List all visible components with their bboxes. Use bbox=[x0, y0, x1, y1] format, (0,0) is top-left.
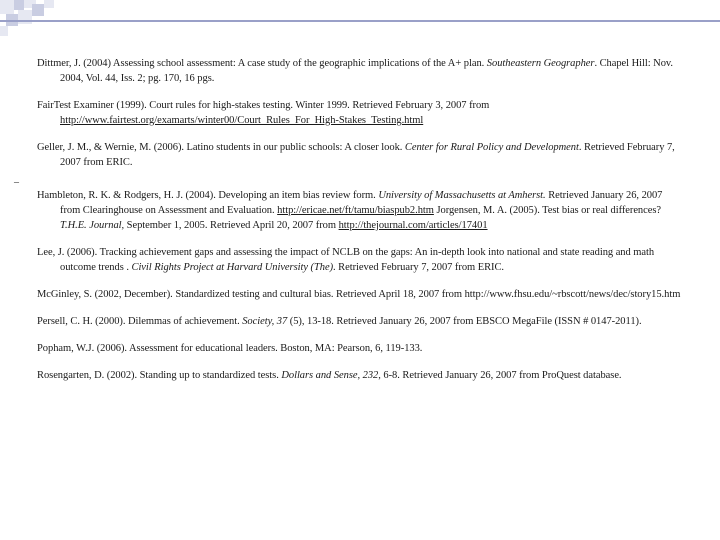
reference-text: September 1, 2005. Retrieved April 20, 2007 from bbox=[124, 220, 336, 231]
reference-text: . Retrieved February 7, 2007 from ERIC. bbox=[333, 262, 505, 273]
reference-rosengarten bbox=[37, 368, 685, 383]
reference-mcginley bbox=[37, 287, 685, 302]
reference-persell bbox=[37, 314, 685, 329]
reference-text: Hambleton, R. K. & Rodgers, H. J. (2004). Developing an item bias review form. bbox=[37, 190, 376, 201]
reference-source: Civil Rights Project at Harvard University (The) bbox=[131, 262, 334, 273]
reference-link[interactable]: http://ericae.net/ft/tamu/biaspub2.htm bbox=[277, 205, 434, 216]
reference-geller bbox=[37, 140, 685, 170]
reference-text: Dittmer, J. (2004) Assessing school assessment: A case study of the geographic implications of the A+ plan. bbox=[37, 58, 485, 69]
reference-text: McGinley, S. (2002, December). Standardized testing and cultural bias. Retrieved April 18, 2007 from http://www.fhsu.edu/~rbscott/news/dec/story15.htm bbox=[37, 289, 681, 300]
dash-marker: – bbox=[14, 177, 19, 188]
reference-popham bbox=[37, 341, 685, 356]
reference-source: Society, 37 bbox=[242, 316, 288, 327]
reference-text: , 6-8. Retrieved January 26, 2007 from ProQuest database. bbox=[378, 370, 622, 381]
reference-text: Popham, W.J. (2006). Assessment for educational leaders. Boston, MA: Pearson, 6, 119-133. bbox=[37, 343, 423, 354]
reference-text: Geller, J. M., & Wernie, M. (2006). Latino students in our public schools: A closer look. bbox=[37, 142, 403, 153]
reference-text: FairTest Examiner (1999). Court rules for high-stakes testing. Winter 1999. Retrieved February 3, 2007 from bbox=[37, 100, 490, 111]
corner-decoration bbox=[0, 0, 60, 40]
reference-source: University of Massachusetts at Amherst. bbox=[378, 190, 546, 201]
reference-source: Dollars and Sense, 232 bbox=[281, 370, 379, 381]
reference-text: . Retrieved February 7, 2007 from ERIC. bbox=[60, 142, 675, 168]
reference-dittmer bbox=[37, 56, 685, 86]
reference-link[interactable]: http://www.fairtest.org/examarts/winter00/Court_Rules_For_High-Stakes_Testing.html bbox=[60, 115, 424, 126]
reference-fairtest bbox=[37, 98, 685, 128]
reference-text: . Chapel Hill: Nov. 2004, Vol. 44, Iss. 2; pg. 170, 16 pgs. bbox=[60, 58, 674, 84]
reference-lee bbox=[37, 245, 685, 275]
reference-source: Southeastern Geographer bbox=[486, 58, 595, 69]
reference-text: Jorgensen, M. A. (2005). Test bias or real differences? bbox=[433, 205, 662, 216]
reference-source: Center for Rural Policy and Development bbox=[404, 142, 579, 153]
reference-link[interactable]: http://thejournal.com/articles/17401 bbox=[338, 220, 488, 231]
reference-text: (5), 13-18. Retrieved January 26, 2007 from EBSCO MegaFile (ISSN # 0147-2011). bbox=[287, 316, 642, 327]
reference-text: Retrieved January 26, 2007 from Clearinghouse on Assessment and Evaluation. bbox=[60, 190, 663, 216]
reference-source: T.H.E. Journal, bbox=[60, 220, 125, 231]
reference-hambleton bbox=[37, 188, 685, 233]
reference-text: Lee, J. (2006). Tracking achievement gaps and assessing the impact of NCLB on the gaps: An in-depth look into national and state reading and math outcome trends . bbox=[37, 247, 655, 273]
reference-text: Persell, C. H. (2000). Dilemmas of achievement. bbox=[37, 316, 240, 327]
title-rule bbox=[0, 20, 720, 22]
reference-list bbox=[14, 56, 685, 395]
reference-text: Rosengarten, D. (2002). Standing up to standardized tests. bbox=[37, 370, 279, 381]
